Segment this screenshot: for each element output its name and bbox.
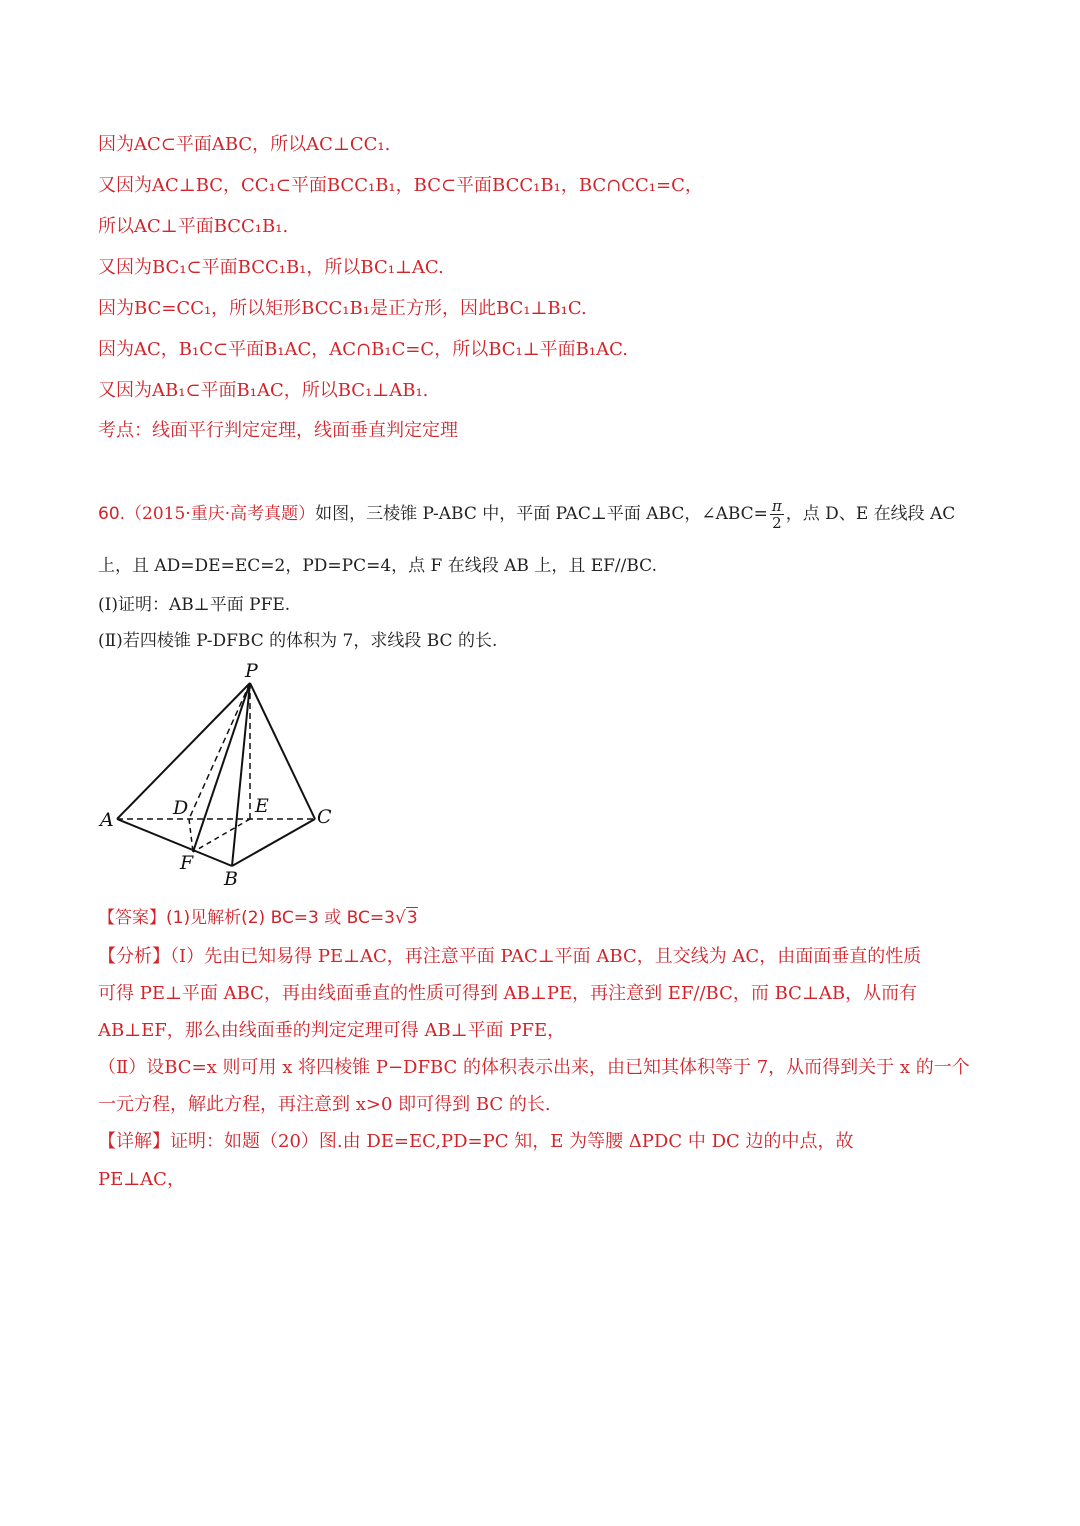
edge-BC <box>232 819 315 866</box>
detail-line-2: PE⊥AC， <box>98 1169 185 1190</box>
analysis-text-1: （Ⅰ）先由已知易得 PE⊥AC，再注意平面 PAC⊥平面 ABC，且交线为 AC，由面面垂直的性质 <box>170 946 922 967</box>
angle-numerator: π <box>771 497 782 515</box>
answer-tag: 【答案】 <box>98 908 166 928</box>
analysis-line-4: （Ⅱ）设BC=x 则可用 x 将四棱锥 P−DFBC 的体积表示出来，由已知其体积等于 7，从而得到关于 x 的一个 <box>98 1057 970 1078</box>
problem-source: （2015·重庆·高考真题） <box>125 504 316 524</box>
analysis-tag: 【分析】 <box>98 946 170 967</box>
knowledge-points: 考点：线面平行判定定理，线面垂直判定定理 <box>98 420 458 441</box>
problem-stem-line-1 <box>98 498 955 531</box>
answer-line <box>98 903 418 928</box>
edge-AB <box>117 819 232 866</box>
problem-part-1: (Ⅰ)证明：AB⊥平面 PFE. <box>98 595 291 615</box>
edge-PD-dashed <box>189 683 250 819</box>
analysis-line-2: 可得 PE⊥平面 ABC，再由线面垂直的性质可得到 AB⊥PE，再注意到 EF//BC，而 BC⊥AB，从而有 <box>98 983 918 1004</box>
analysis-line-3: AB⊥EF，那么由线面垂的判定定理可得 AB⊥平面 PFE， <box>98 1020 566 1041</box>
label-B: B <box>224 868 238 890</box>
solution-line-7: 又因为AB₁⊂平面B₁AC，所以BC₁⊥AB₁. <box>98 380 429 401</box>
detail-text-1: 证明：如题（20）图.由 DE=EC,PD=PC 知，E 为等腰 ΔPDC 中 DC 边的中点，故 <box>170 1131 854 1152</box>
problem-number: 60. <box>98 504 126 524</box>
problem-stem-line-2: 上，且 AD=DE=EC=2，PD=PC=4，点 F 在线段 AB 上，且 EF//BC. <box>98 556 657 576</box>
problem-stem-a: 如图，三棱锥 P-ABC 中，平面 PAC⊥平面 ABC，∠ABC= <box>315 504 768 524</box>
solution-line-3: 所以AC⊥平面BCC₁B₁. <box>98 216 289 237</box>
edge-DF-dashed <box>189 819 193 852</box>
label-F: F <box>180 852 194 874</box>
angle-denominator: 2 <box>772 514 782 532</box>
problem-stem-b: ，点 D、E 在线段 AC <box>785 504 956 524</box>
analysis-line-1 <box>98 942 921 968</box>
analysis-line-5: 一元方程，解此方程，再注意到 x>0 即可得到 BC 的长. <box>98 1094 551 1115</box>
detail-tag: 【详解】 <box>98 1131 170 1152</box>
solution-line-5: 因为BC=CC₁，所以矩形BCC₁B₁是正方形，因此BC₁⊥B₁C. <box>98 298 587 319</box>
pyramid-figure <box>95 655 345 890</box>
answer-text: (1)见解析(2) BC=3 或 BC=3 <box>166 908 395 928</box>
solution-line-6: 因为AC，B₁C⊂平面B₁AC，AC∩B₁C=C，所以BC₁⊥平面B₁AC. <box>98 339 628 360</box>
solution-line-4: 又因为BC₁⊂平面BCC₁B₁，所以BC₁⊥AC. <box>98 257 444 278</box>
detail-line-1 <box>98 1127 854 1153</box>
answer-sqrt-arg: 3 <box>406 908 418 928</box>
label-C: C <box>317 806 332 828</box>
solution-line-1: 因为AC⊂平面ABC，所以AC⊥CC₁. <box>98 134 391 155</box>
solution-line-2: 又因为AC⊥BC，CC₁⊂平面BCC₁B₁，BC⊂平面BCC₁B₁，BC∩CC₁=C， <box>98 175 703 196</box>
label-A: A <box>100 809 114 831</box>
label-D: D <box>173 797 189 819</box>
label-P: P <box>245 660 258 682</box>
label-E: E <box>255 795 269 817</box>
problem-part-2: (Ⅱ)若四棱锥 P-DFBC 的体积为 7，求线段 BC 的长. <box>98 631 498 651</box>
sqrt-sign: √ <box>394 908 406 928</box>
angle-fraction <box>770 498 784 531</box>
